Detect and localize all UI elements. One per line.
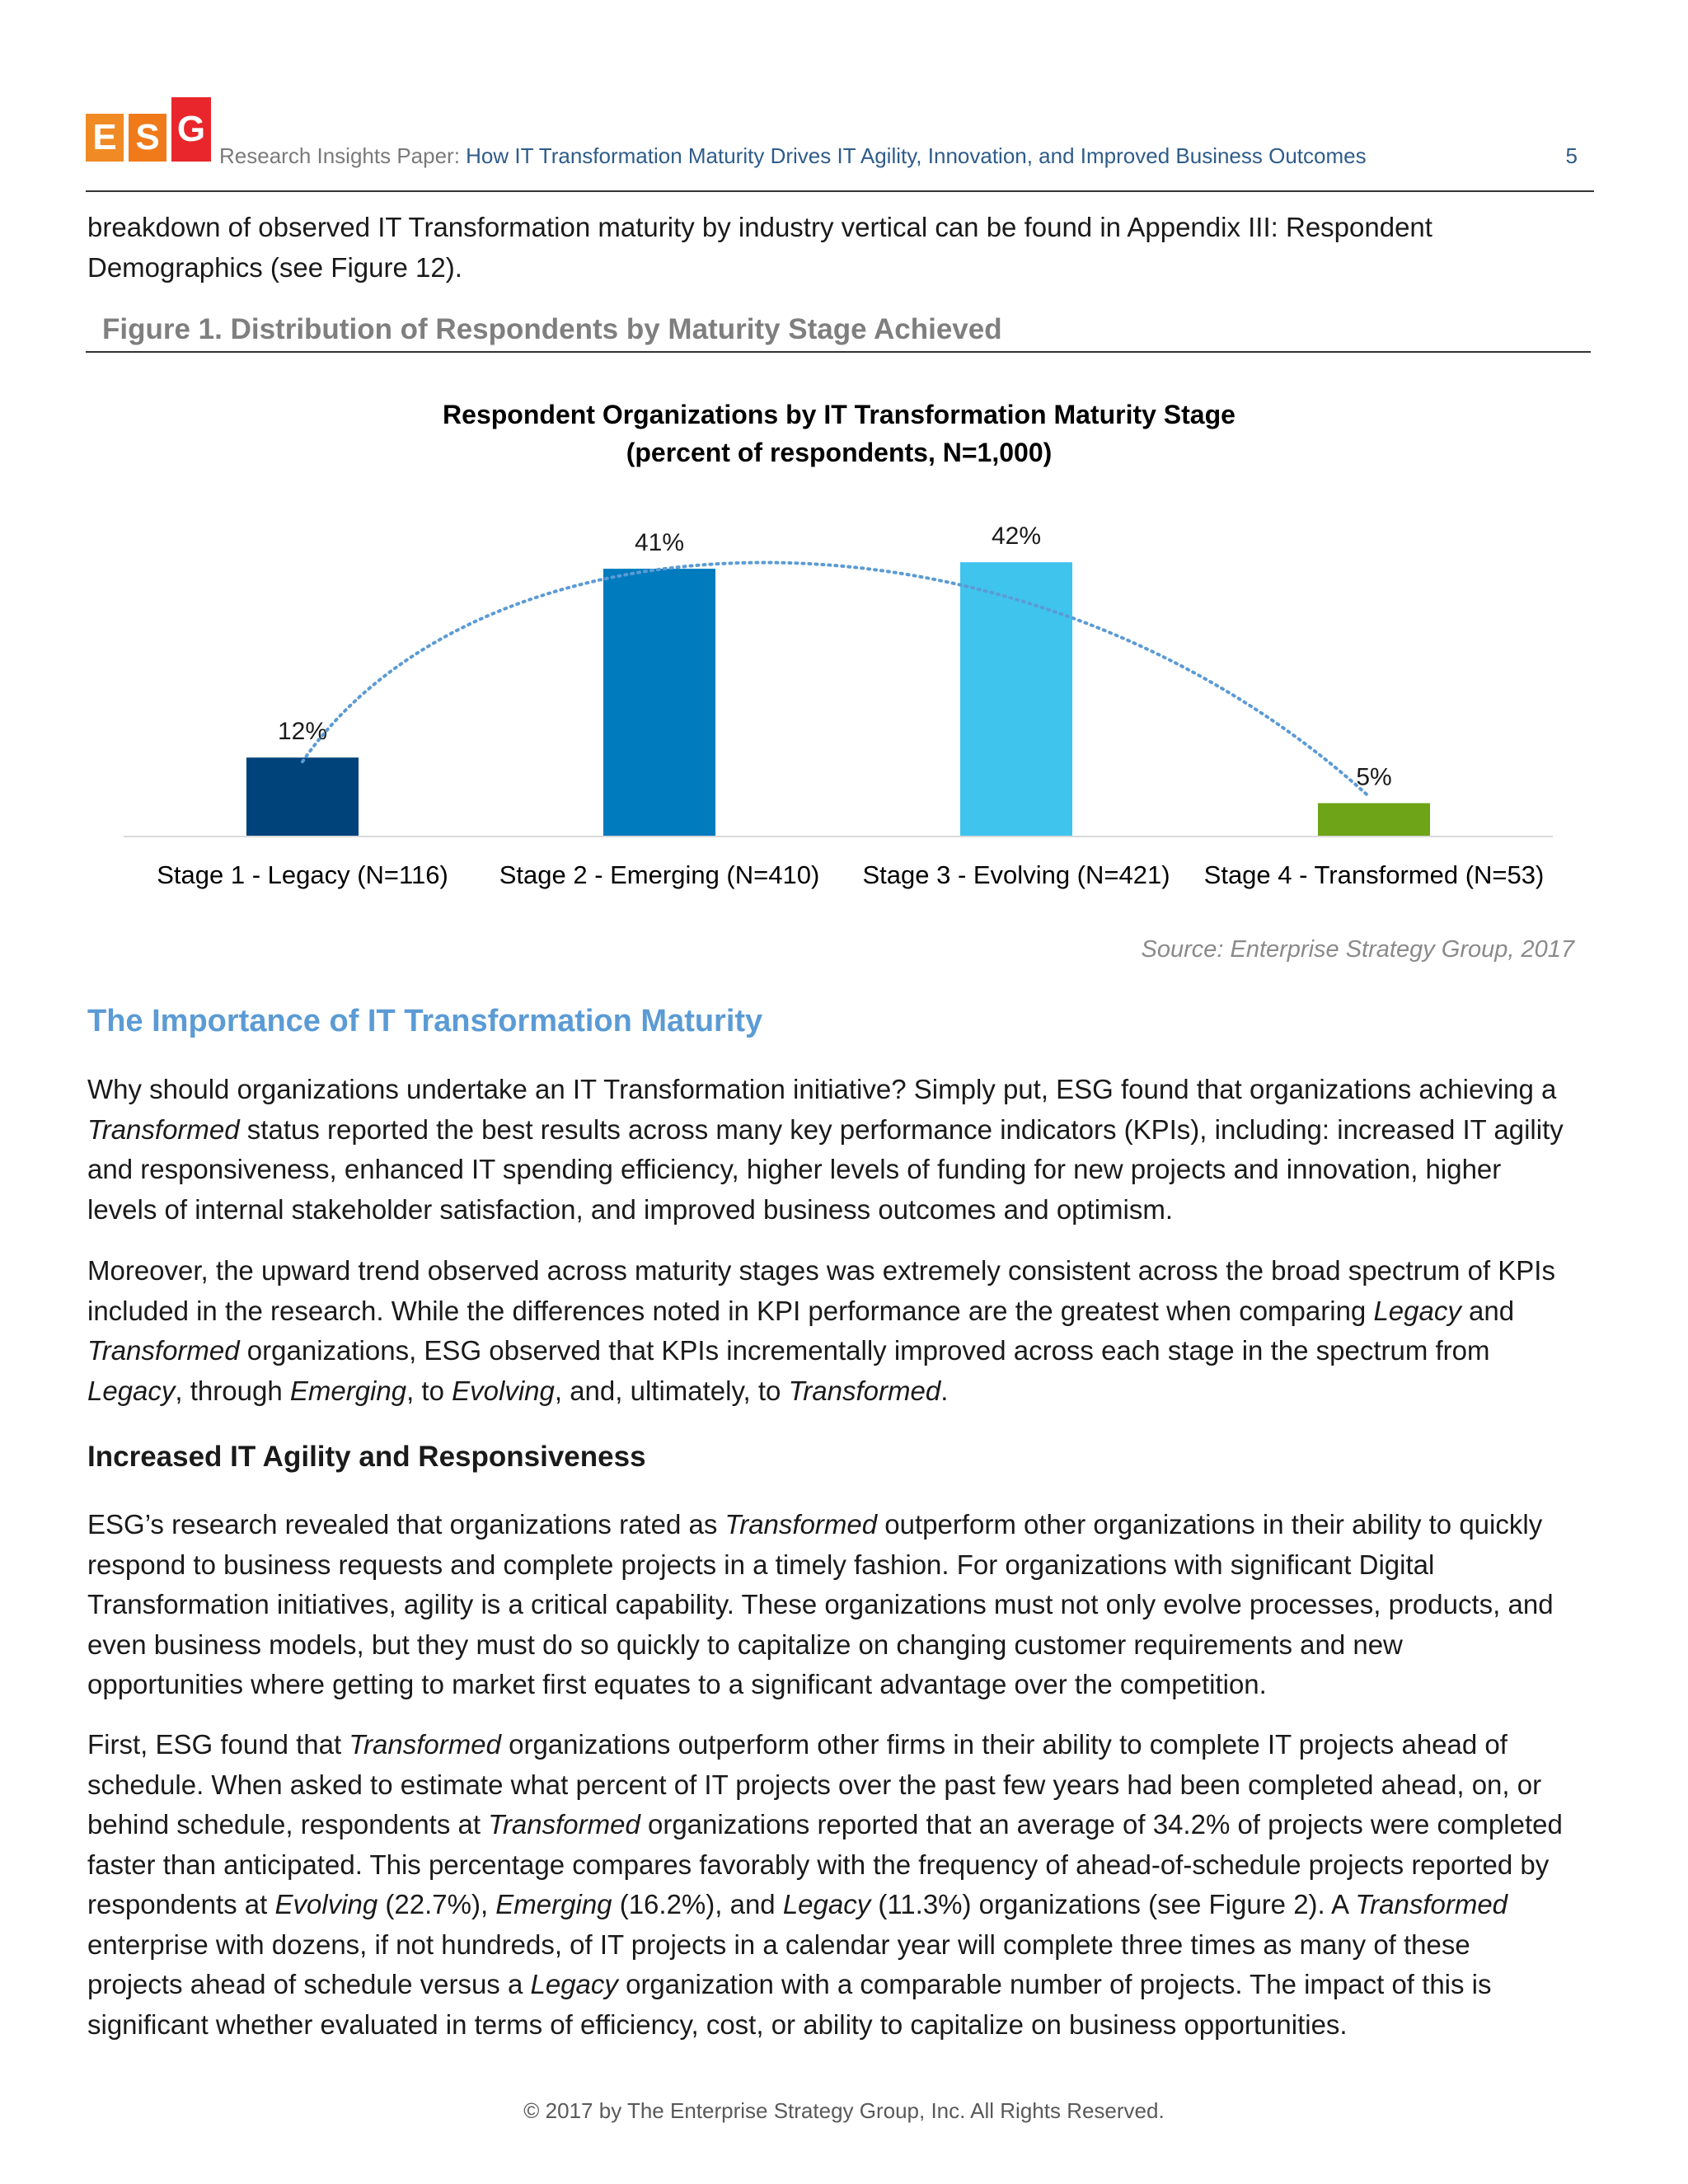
emphasis: Legacy	[87, 1375, 176, 1406]
figure-caption: Figure 1. Distribution of Respondents by Maturity Stage Achieved	[102, 313, 1002, 345]
emphasis: Legacy	[782, 1889, 871, 1919]
text-line: respond to business requests and complete projects in a timely fashion. For organizations with significant Digital	[87, 1549, 1435, 1580]
text-line: included in the research. While the differences noted in KPI performance are the greatest when comparing Legacy and	[87, 1295, 1515, 1326]
paper-title: How IT Transformation Maturity Drives IT Agility, Innovation, and Improved Business Outcomes	[466, 143, 1367, 168]
text-line: ESG’s research revealed that organizations rated as Transformed outperform other organizations in their ability to quickly	[87, 1509, 1543, 1540]
section-paragraph-1	[87, 1070, 1596, 1230]
intro-line-2: Demographics (see Figure 12).	[87, 251, 462, 283]
bar-2	[603, 569, 715, 836]
section-heading: The Importance of IT Transformation Maturity	[87, 1004, 763, 1038]
data-label-3: 42%	[991, 523, 1042, 551]
emphasis: Evolving	[452, 1375, 555, 1406]
text-line: faster than anticipated. This percentage compares favorably with the frequency of ahead-of-schedule projects reported by	[87, 1849, 1550, 1880]
section-paragraph-2	[87, 1251, 1596, 1411]
chart-source: Source: Enterprise Strategy Group, 2017	[1141, 936, 1574, 963]
text-line: significant whether evaluated in terms of efficiency, cost, or ability to capitalize on business opportunities.	[87, 2008, 1348, 2040]
emphasis: Transformed	[724, 1509, 878, 1540]
emphasis: Transformed	[87, 1335, 240, 1366]
text-line: levels of internal stakeholder satisfaction, and improved business outcomes and optimism.	[87, 1193, 1174, 1225]
text-line: projects ahead of schedule versus a Legacy organization with a comparable number of projects. The impact of this is	[87, 1969, 1492, 1999]
data-label-1: 12%	[277, 718, 328, 746]
emphasis: Evolving	[274, 1889, 378, 1919]
text-line: Transformed organizations, ESG observed that KPIs incrementally improved across each stage in the spectrum from	[87, 1335, 1490, 1366]
text-line: schedule. When asked to estimate what percent of IT projects over the past few years had been completed ahead, on, or	[87, 1769, 1542, 1800]
text-line: and responsiveness, enhanced IT spending efficiency, higher levels of funding for new projects and innovation, higher	[87, 1154, 1502, 1184]
header-prefix: Research Insights Paper:	[219, 143, 467, 168]
category-label-4: Stage 4 - Transformed (N=53)	[1203, 860, 1545, 889]
bar-3	[960, 562, 1072, 836]
chart-subtitle: (percent of respondents, N=1,000)	[626, 438, 1053, 467]
subsection-paragraph-1	[87, 1505, 1596, 1705]
text-line: opportunities where getting to market first equates to a significant advantage over the competition.	[87, 1669, 1267, 1699]
text-line: Why should organizations undertake an IT Transformation initiative? Simply put, ESG found that organizations achieving a	[87, 1074, 1557, 1104]
text-line: Moreover, the upward trend observed across maturity stages was extremely consistent across the broad spectrum of KPIs	[87, 1255, 1555, 1286]
logo-letter-e: E	[86, 114, 124, 162]
data-label-2: 41%	[634, 529, 685, 557]
logo-letter-s: S	[129, 114, 166, 162]
category-label-3: Stage 3 - Evolving (N=421)	[862, 860, 1170, 889]
page-footer: © 2017 by The Enterprise Strategy Group, Inc. All Rights Reserved.	[523, 2098, 1165, 2123]
text-line: First, ESG found that Transformed organizations outperform other firms in their ability to complete IT projects ahead of	[87, 1729, 1507, 1760]
logo-letter-g: G	[171, 97, 211, 162]
emphasis: Emerging	[495, 1889, 612, 1919]
emphasis: Transformed	[87, 1113, 240, 1145]
text-line: Transformation initiatives, agility is a critical capability. These organizations must not only evolve processes, products, and	[87, 1589, 1554, 1619]
emphasis: Transformed	[349, 1729, 501, 1760]
category-label-1: Stage 1 - Legacy (N=116)	[157, 860, 448, 889]
trendline	[302, 563, 1369, 797]
category-label-2: Stage 2 - Emerging (N=410)	[499, 860, 820, 889]
page-number: 5	[1565, 143, 1578, 168]
emphasis: Legacy	[1373, 1295, 1461, 1326]
maturity-stage-bar-chart	[0, 0, 1688, 940]
text-line: behind schedule, respondents at Transformed organizations reported that an average of 34.2% of projects were completed	[87, 1809, 1563, 1840]
text-line: enterprise with dozens, if not hundreds, of IT projects in a calendar year will complete three times as many of these	[87, 1929, 1470, 1960]
bar-4	[1318, 804, 1430, 837]
intro-line-1: breakdown of observed IT Transformation maturity by industry vertical can be found in Appendix III: Respondent	[87, 212, 1432, 242]
emphasis: Transformed	[488, 1809, 640, 1840]
emphasis: Transformed	[1355, 1889, 1508, 1919]
chart-title: Respondent Organizations by IT Transformation Maturity Stage	[443, 400, 1236, 429]
emphasis: Emerging	[289, 1375, 407, 1406]
text-line: even business models, but they must do so quickly to capitalize on changing customer requirements and new	[87, 1629, 1403, 1660]
subsection-paragraph-2	[87, 1725, 1596, 2045]
text-line: respondents at Evolving (22.7%), Emerging (16.2%), and Legacy (11.3%) organizations (see Figure 2). A Transformed	[87, 1889, 1508, 1919]
subsection-heading: Increased IT Agility and Responsiveness	[87, 1441, 646, 1473]
text-line: Transformed status reported the best results across many key performance indicators (KPIs), including: increased IT agility	[87, 1113, 1564, 1145]
data-label-4: 5%	[1356, 763, 1392, 791]
emphasis: Transformed	[788, 1375, 941, 1406]
text-line: Legacy, through Emerging, to Evolving, and, ultimately, to Transformed.	[87, 1375, 949, 1406]
bar-1	[246, 757, 359, 836]
emphasis: Legacy	[530, 1969, 618, 1999]
